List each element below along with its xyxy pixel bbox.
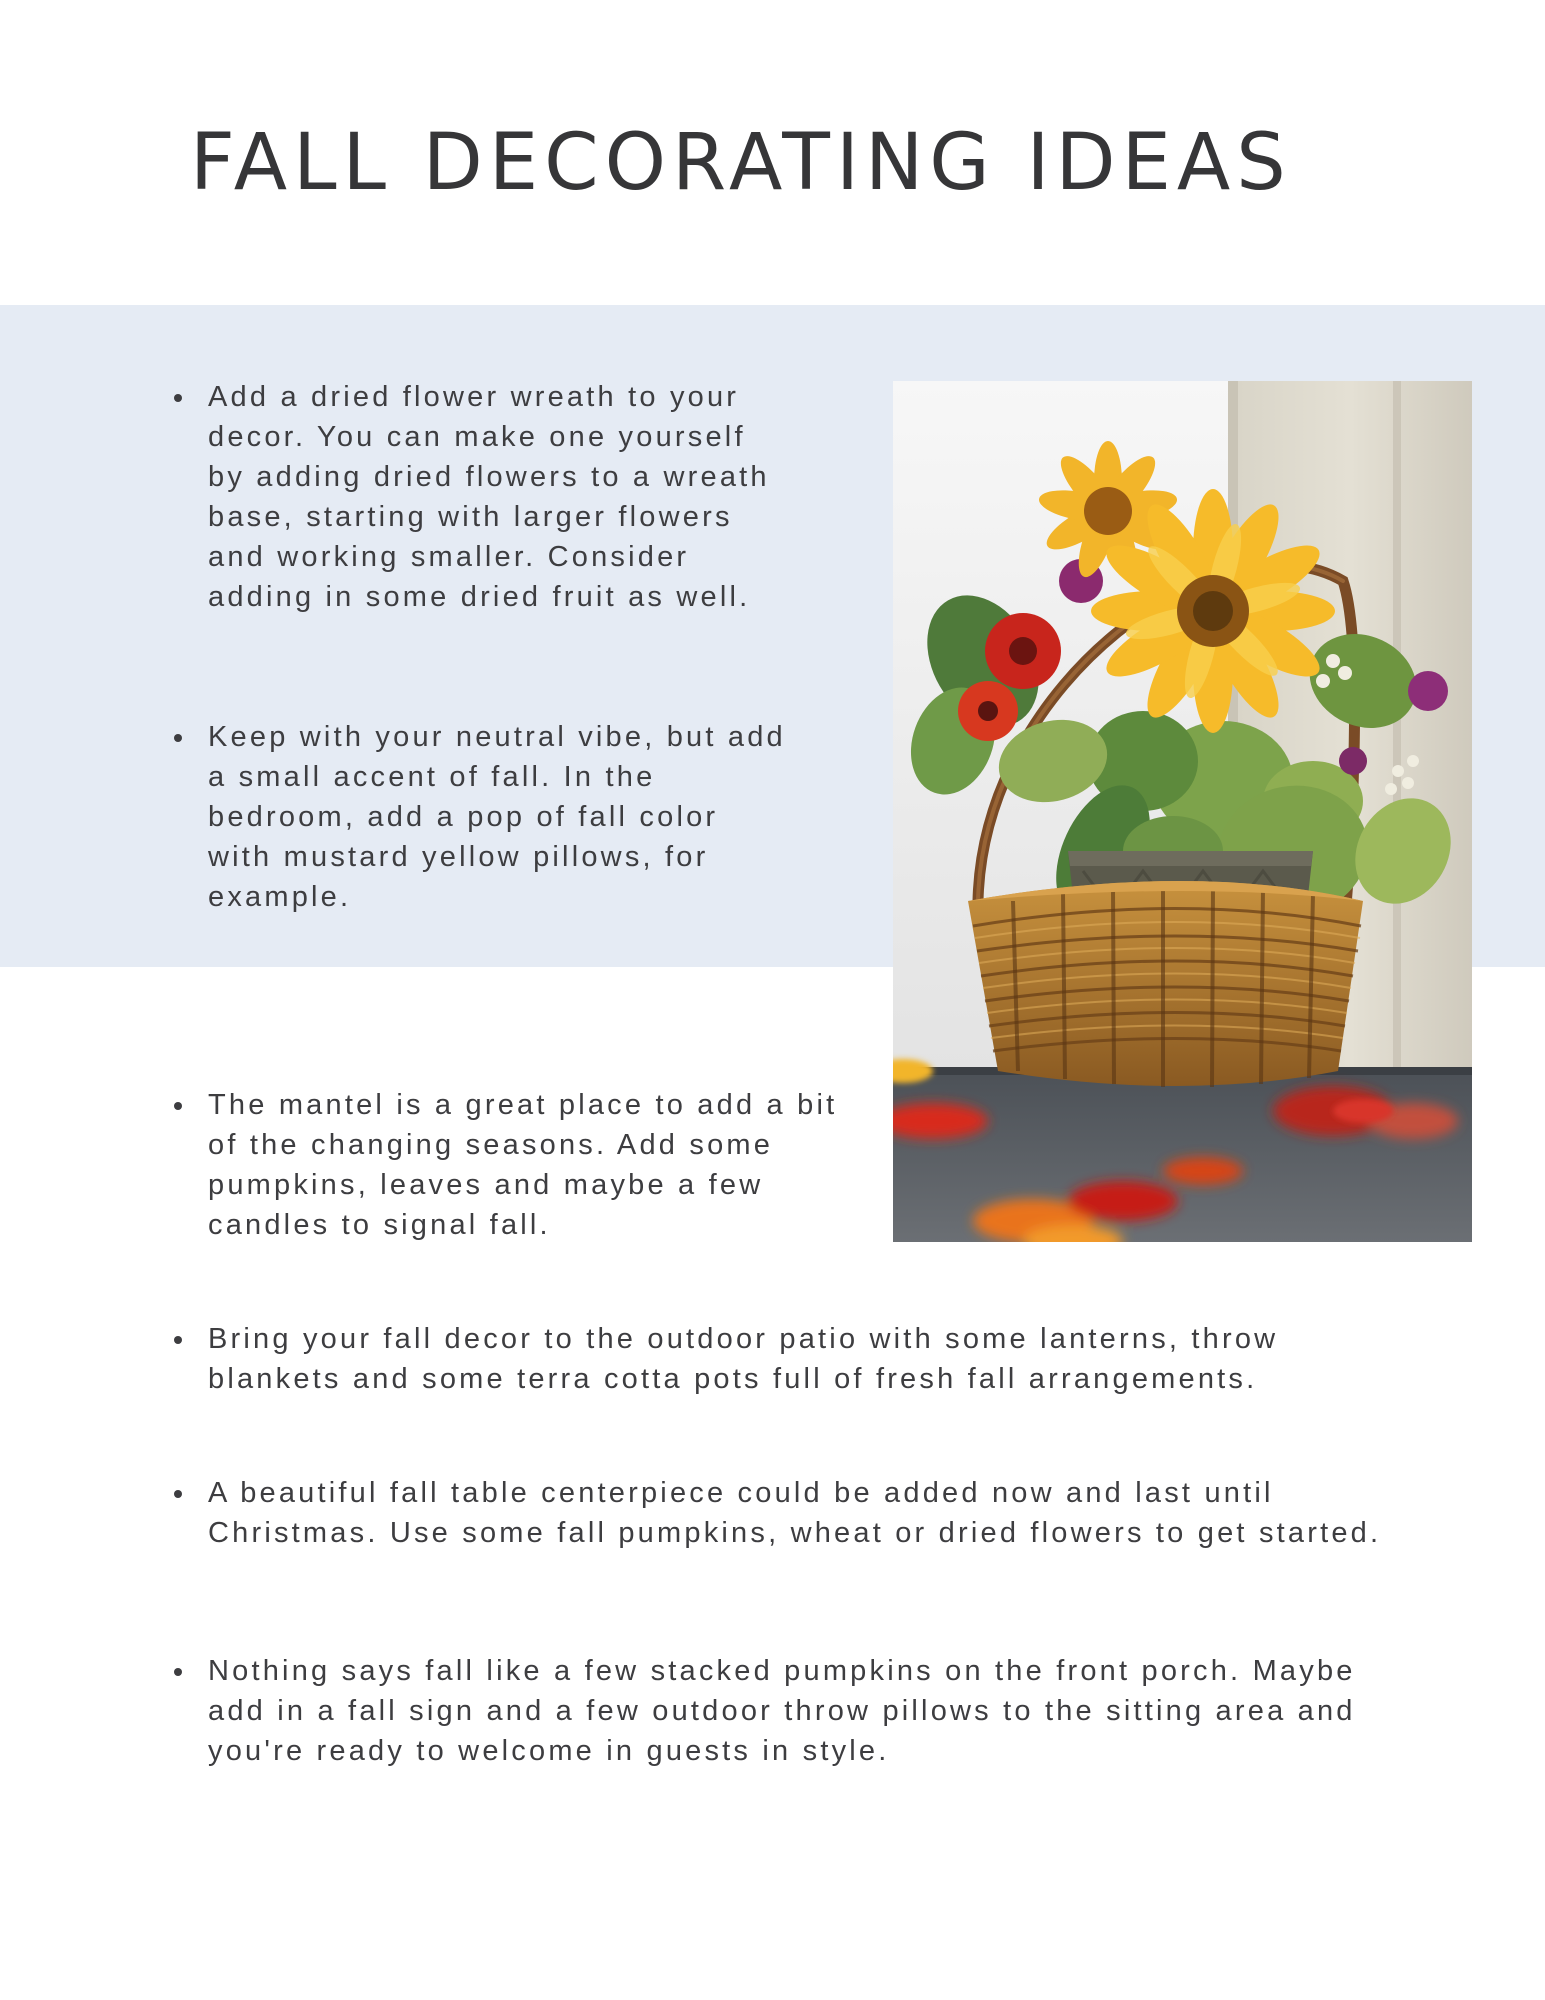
tip-item: Nothing says fall like a few stacked pumpkins on the front porch. Maybe add in a fall sign and a few outdoor throw pillows to the sitting area and you're ready to welcome in guests in style. (170, 1651, 1420, 1771)
tip-list-mantel (170, 1085, 840, 1245)
tip-list-patio (170, 1319, 1420, 1399)
tip-list-centerpiece (170, 1473, 1420, 1553)
tip-list-neutral (170, 717, 790, 917)
tip-item: Bring your fall decor to the outdoor patio with some lanterns, throw blankets and some terra cotta pots full of fresh fall arrangements. (170, 1319, 1420, 1399)
tip-item: A beautiful fall table centerpiece could be added now and last until Christmas. Use some fall pumpkins, wheat or dried flowers to get started. (170, 1473, 1420, 1553)
tip-item: Add a dried flower wreath to your decor. You can make one yourself by adding dried flowers to a wreath base, starting with larger flowers and working smaller. Consider adding in some dried fruit as well. (170, 377, 790, 617)
flower-basket-photo (893, 381, 1472, 1242)
tip-list-wreath (170, 377, 790, 617)
flower-basket-image (893, 381, 1472, 1242)
tip-item: Keep with your neutral vibe, but add a small accent of fall. In the bedroom, add a pop of fall color with mustard yellow pillows, for example. (170, 717, 790, 917)
tip-list-porch (170, 1651, 1420, 1771)
page-title: FALL DECORATING IDEAS (190, 118, 1292, 208)
tip-item: The mantel is a great place to add a bit of the changing seasons. Add some pumpkins, leaves and maybe a few candles to signal fall. (170, 1085, 840, 1245)
